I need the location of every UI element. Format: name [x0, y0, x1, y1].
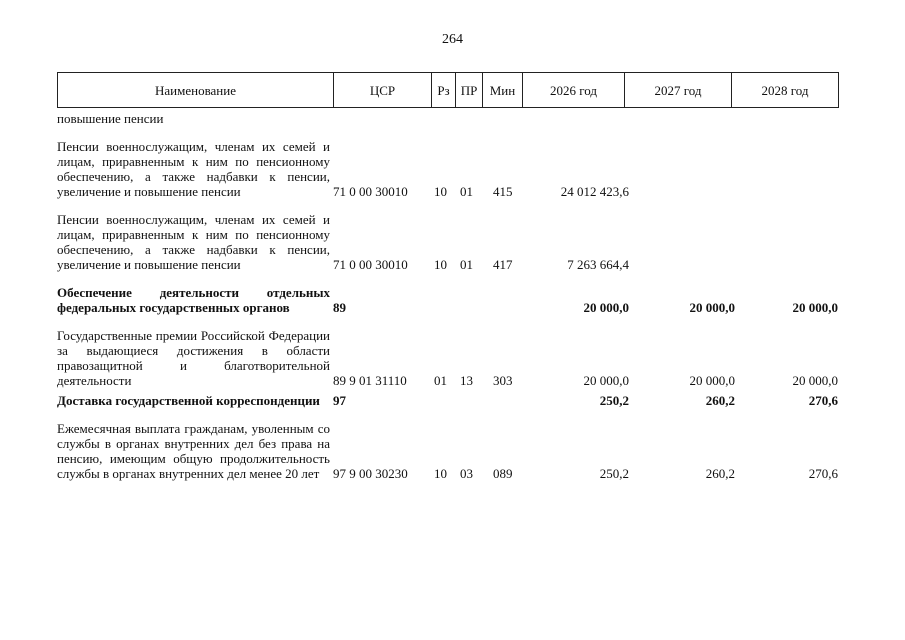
row-2026: 20 000,0 [583, 300, 629, 315]
row-2028: 270,6 [808, 466, 838, 481]
row-name: Ежемесячная выплата гражданам, уволенным со службы в органах внутренних дел без права на пенсию, имеющим общую продолжительность службы в органах внутренних дел менее 20 лет [57, 421, 330, 481]
row-min: 417 [493, 257, 513, 272]
row-name: Обеспечение деятельности отдельных федеральных государственных органов [57, 285, 330, 315]
row-2028: 20 000,0 [792, 373, 838, 388]
header-name: Наименование [58, 73, 334, 108]
table-body [57, 111, 838, 481]
row-min: 089 [493, 466, 513, 481]
row-name: Пенсии военнослужащим, членам их семей и лицам, приравненным к ним по пенсионному обеспечению, а также надбавки к пенсии, увеличение и повышение пенсии [57, 212, 330, 272]
row-name: Пенсии военнослужащим, членам их семей и лицам, приравненным к ним по пенсионному обеспечению, а также надбавки к пенсии, увеличение и повышение пенсии [57, 139, 330, 199]
row-name: Доставка государственной корреспонденции [57, 393, 320, 408]
row-2028: 270,6 [808, 393, 838, 408]
header-2026: 2026 год [523, 73, 625, 108]
row-2027: 260,2 [705, 393, 735, 408]
row-name: повышение пенсии [57, 111, 164, 126]
row-csr: 89 9 01 31110 [333, 373, 407, 388]
row-2026: 24 012 423,6 [560, 184, 629, 199]
row-csr: 71 0 00 30010 [333, 184, 408, 199]
row-pr: 01 [460, 257, 473, 272]
row-name: Государственные премии Российской Федерации за выдающиеся достижения в области правозащитной и благотворительной деятельности [57, 328, 330, 388]
row-csr: 97 9 00 30230 [333, 466, 408, 481]
row-pr: 03 [460, 466, 473, 481]
row-2028: 20 000,0 [792, 300, 838, 315]
table-row [57, 111, 838, 126]
row-2027: 20 000,0 [689, 300, 735, 315]
table-header [57, 72, 839, 108]
row-csr: 97 [333, 393, 346, 408]
row-pr: 13 [460, 373, 473, 388]
header-csr: ЦСР [334, 73, 432, 108]
row-2026: 7 263 664,4 [567, 257, 629, 272]
row-2026: 250,2 [599, 466, 629, 481]
row-2027: 260,2 [705, 466, 735, 481]
header-rz: Рз [432, 73, 456, 108]
table-row-section [57, 393, 838, 408]
header-min: Мин [483, 73, 523, 108]
header-2027: 2027 год [625, 73, 732, 108]
header-2028: 2028 год [732, 73, 839, 108]
row-rz: 01 [434, 373, 447, 388]
row-2027: 20 000,0 [689, 373, 735, 388]
header-pr: ПР [456, 73, 483, 108]
row-csr: 89 [333, 300, 346, 315]
row-rz: 10 [434, 466, 447, 481]
row-rz: 10 [434, 257, 447, 272]
table-row [57, 139, 838, 199]
row-min: 303 [493, 373, 513, 388]
table-row [57, 421, 838, 481]
row-pr: 01 [460, 184, 473, 199]
table-row-section [57, 285, 838, 315]
row-2026: 250,2 [599, 393, 629, 408]
row-rz: 10 [434, 184, 447, 199]
page-number: 264 [442, 32, 463, 47]
table-row [57, 212, 838, 272]
row-2026: 20 000,0 [583, 373, 629, 388]
row-csr: 71 0 00 30010 [333, 257, 408, 272]
table-row [57, 328, 838, 388]
row-min: 415 [493, 184, 513, 199]
